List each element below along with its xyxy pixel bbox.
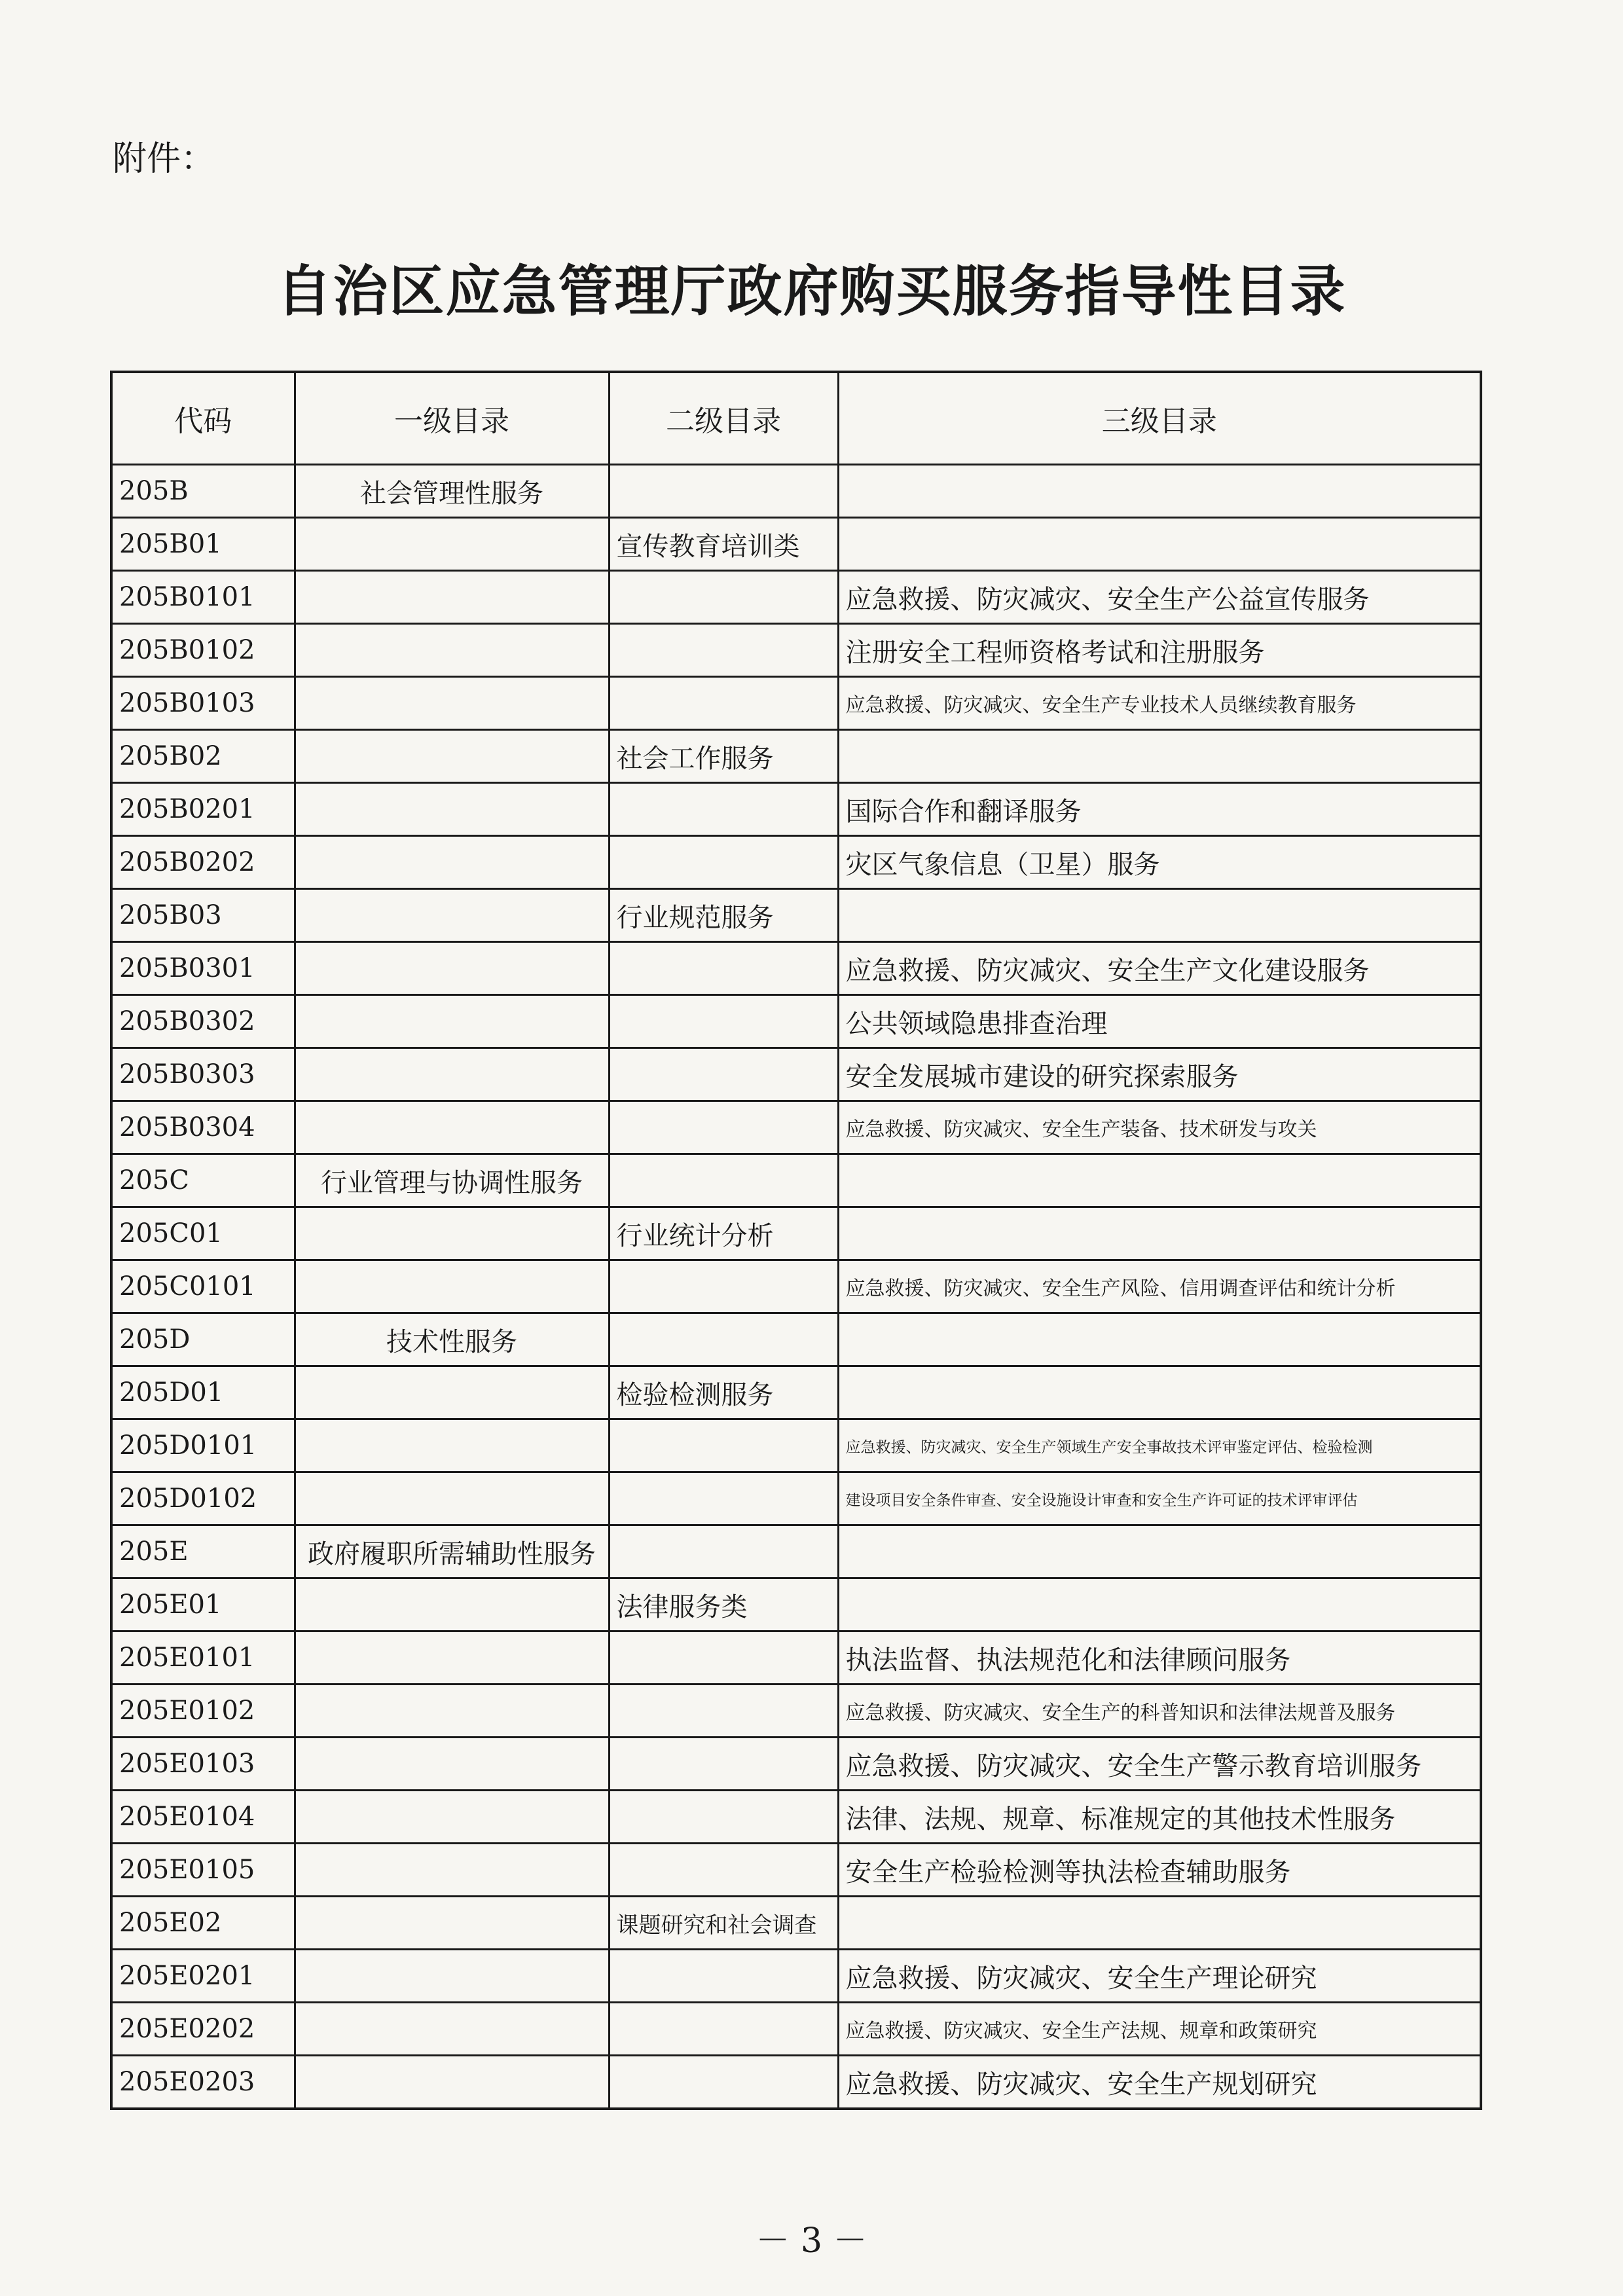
cell-level3: 注册安全工程师资格考试和注册服务	[838, 624, 1481, 677]
cell-code: 205E0202	[111, 2003, 295, 2056]
cell-level2	[609, 1950, 838, 2003]
cell-level1: 行业管理与协调性服务	[295, 1154, 609, 1207]
table-row	[111, 1207, 1481, 1260]
page-title: 自治区应急管理厅政府购买服务指导性目录	[276, 259, 1347, 323]
table-row	[111, 1472, 1481, 1525]
cell-level2: 行业规范服务	[609, 889, 838, 942]
table-row	[111, 1419, 1481, 1472]
cell-level1	[295, 1685, 609, 1738]
cell-level3: 应急救援、防灾减灾、安全生产规划研究	[838, 2056, 1481, 2109]
cell-level1	[295, 1791, 609, 1844]
cell-level2: 社会工作服务	[609, 730, 838, 783]
cell-code: 205E01	[111, 1578, 295, 1631]
cell-level2	[609, 677, 838, 730]
header-row	[111, 372, 1481, 465]
table-row	[111, 1260, 1481, 1313]
table-row	[111, 730, 1481, 783]
table-row	[111, 783, 1481, 836]
cell-level1	[295, 1101, 609, 1154]
cell-code: 205B0302	[111, 995, 295, 1048]
cell-level3	[838, 1207, 1481, 1260]
cell-code: 205B0103	[111, 677, 295, 730]
cell-level2	[609, 1313, 838, 1366]
cell-level3: 执法监督、执法规范化和法律顾问服务	[838, 1631, 1481, 1685]
table-body	[111, 465, 1481, 2109]
table-row	[111, 518, 1481, 571]
cell-level3: 应急救援、防灾减灾、安全生产警示教育培训服务	[838, 1738, 1481, 1791]
cell-level2	[609, 942, 838, 995]
cell-level1	[295, 1844, 609, 1897]
table-row	[111, 2056, 1481, 2109]
cell-level1	[295, 1897, 609, 1950]
cell-level3	[838, 1366, 1481, 1419]
cell-level1	[295, 1631, 609, 1685]
cell-level2	[609, 465, 838, 518]
table-row	[111, 1738, 1481, 1791]
cell-level3: 安全发展城市建设的研究探索服务	[838, 1048, 1481, 1101]
cell-level3: 应急救援、防灾减灾、安全生产装备、技术研发与攻关	[838, 1101, 1481, 1154]
cell-level1	[295, 1419, 609, 1472]
cell-level2: 课题研究和社会调查	[609, 1897, 838, 1950]
table-row	[111, 1791, 1481, 1844]
cell-code: 205B0303	[111, 1048, 295, 1101]
table-row	[111, 1844, 1481, 1897]
cell-level2	[609, 1154, 838, 1207]
cell-code: 205B03	[111, 889, 295, 942]
cell-level2	[609, 1101, 838, 1154]
table-row	[111, 1950, 1481, 2003]
cell-level3	[838, 730, 1481, 783]
table-row	[111, 1048, 1481, 1101]
table-row	[111, 624, 1481, 677]
cell-level1	[295, 1048, 609, 1101]
cell-level3	[838, 1578, 1481, 1631]
table-row	[111, 1313, 1481, 1366]
cell-level3: 安全生产检验检测等执法检查辅助服务	[838, 1844, 1481, 1897]
cell-code: 205E0104	[111, 1791, 295, 1844]
cell-code: 205B0201	[111, 783, 295, 836]
service-catalog-table	[110, 371, 1482, 2110]
cell-level3: 应急救援、防灾减灾、安全生产领域生产安全事故技术评审鉴定评估、检验检测	[838, 1419, 1481, 1472]
cell-level2: 法律服务类	[609, 1578, 838, 1631]
cell-level2	[609, 783, 838, 836]
cell-level1: 社会管理性服务	[295, 465, 609, 518]
cell-level2	[609, 1631, 838, 1685]
cell-level1	[295, 1578, 609, 1631]
cell-code: 205E02	[111, 1897, 295, 1950]
cell-level1	[295, 836, 609, 889]
table-row	[111, 1897, 1481, 1950]
cell-level2	[609, 1419, 838, 1472]
cell-level2	[609, 836, 838, 889]
table-row	[111, 836, 1481, 889]
cell-code: 205E	[111, 1525, 295, 1578]
cell-level1	[295, 889, 609, 942]
cell-level3: 公共领域隐患排查治理	[838, 995, 1481, 1048]
cell-level2: 宣传教育培训类	[609, 518, 838, 571]
table-row	[111, 571, 1481, 624]
cell-code: 205D01	[111, 1366, 295, 1419]
table-row	[111, 1154, 1481, 1207]
cell-code: 205D0101	[111, 1419, 295, 1472]
cell-level2	[609, 1472, 838, 1525]
cell-level2	[609, 1738, 838, 1791]
cell-level3: 应急救援、防灾减灾、安全生产法规、规章和政策研究	[838, 2003, 1481, 2056]
cell-level1	[295, 1207, 609, 1260]
cell-level3: 应急救援、防灾减灾、安全生产专业技术人员继续教育服务	[838, 677, 1481, 730]
attachment-label: 附件：	[113, 139, 215, 179]
header-level3: 三级目录	[838, 372, 1481, 465]
cell-code: 205E0201	[111, 1950, 295, 2003]
cell-level1	[295, 1950, 609, 2003]
cell-level2	[609, 2056, 838, 2109]
table-row	[111, 1685, 1481, 1738]
cell-level1: 技术性服务	[295, 1313, 609, 1366]
cell-level1	[295, 942, 609, 995]
table-row	[111, 677, 1481, 730]
table-row	[111, 1578, 1481, 1631]
cell-code: 205B0301	[111, 942, 295, 995]
cell-code: 205D	[111, 1313, 295, 1366]
table-row	[111, 1366, 1481, 1419]
cell-level3	[838, 1313, 1481, 1366]
cell-code: 205E0203	[111, 2056, 295, 2109]
cell-level2	[609, 571, 838, 624]
cell-level3	[838, 1154, 1481, 1207]
cell-level2	[609, 1525, 838, 1578]
cell-code: 205B01	[111, 518, 295, 571]
cell-code: 205C0101	[111, 1260, 295, 1313]
cell-level3: 应急救援、防灾减灾、安全生产文化建设服务	[838, 942, 1481, 995]
header-level2: 二级目录	[609, 372, 838, 465]
cell-code: 205E0105	[111, 1844, 295, 1897]
cell-level1	[295, 995, 609, 1048]
cell-level3	[838, 889, 1481, 942]
table-row	[111, 1631, 1481, 1685]
cell-level1	[295, 2003, 609, 2056]
cell-level2	[609, 1260, 838, 1313]
cell-code: 205C01	[111, 1207, 295, 1260]
cell-level1	[295, 1738, 609, 1791]
cell-level3: 应急救援、防灾减灾、安全生产风险、信用调查评估和统计分析	[838, 1260, 1481, 1313]
cell-level3: 国际合作和翻译服务	[838, 783, 1481, 836]
cell-code: 205E0103	[111, 1738, 295, 1791]
cell-level2	[609, 1844, 838, 1897]
page-number: － 3 －	[756, 2221, 867, 2261]
cell-level1	[295, 518, 609, 571]
table-row	[111, 1525, 1481, 1578]
cell-level1	[295, 1260, 609, 1313]
cell-level1	[295, 2056, 609, 2109]
cell-code: 205B0202	[111, 836, 295, 889]
cell-level1: 政府履职所需辅助性服务	[295, 1525, 609, 1578]
cell-level2: 行业统计分析	[609, 1207, 838, 1260]
cell-code: 205B0304	[111, 1101, 295, 1154]
cell-level3: 应急救援、防灾减灾、安全生产公益宣传服务	[838, 571, 1481, 624]
header-code: 代码	[111, 372, 295, 465]
cell-code: 205C	[111, 1154, 295, 1207]
cell-code: 205B0101	[111, 571, 295, 624]
cell-code: 205B0102	[111, 624, 295, 677]
cell-level3: 应急救援、防灾减灾、安全生产理论研究	[838, 1950, 1481, 2003]
cell-code: 205E0101	[111, 1631, 295, 1685]
cell-level2	[609, 1791, 838, 1844]
table-row	[111, 465, 1481, 518]
cell-level3: 灾区气象信息（卫星）服务	[838, 836, 1481, 889]
cell-level2	[609, 1048, 838, 1101]
cell-level3: 应急救援、防灾减灾、安全生产的科普知识和法律法规普及服务	[838, 1685, 1481, 1738]
cell-level2	[609, 624, 838, 677]
cell-level1	[295, 730, 609, 783]
table-header	[111, 372, 1481, 465]
cell-level2	[609, 1685, 838, 1738]
cell-level1	[295, 1366, 609, 1419]
cell-level3	[838, 1897, 1481, 1950]
cell-level3	[838, 465, 1481, 518]
table-row	[111, 889, 1481, 942]
cell-code: 205B02	[111, 730, 295, 783]
cell-level2	[609, 2003, 838, 2056]
cell-level3	[838, 1525, 1481, 1578]
cell-level3: 法律、法规、规章、标准规定的其他技术性服务	[838, 1791, 1481, 1844]
cell-code: 205B	[111, 465, 295, 518]
cell-level1	[295, 677, 609, 730]
cell-level1	[295, 1472, 609, 1525]
cell-level2	[609, 995, 838, 1048]
table-row	[111, 942, 1481, 995]
table-row	[111, 995, 1481, 1048]
table-row	[111, 1101, 1481, 1154]
cell-level3	[838, 518, 1481, 571]
cell-code: 205D0102	[111, 1472, 295, 1525]
table-row	[111, 2003, 1481, 2056]
header-level1: 一级目录	[295, 372, 609, 465]
cell-level1	[295, 783, 609, 836]
cell-level1	[295, 624, 609, 677]
cell-level1	[295, 571, 609, 624]
cell-code: 205E0102	[111, 1685, 295, 1738]
cell-level3: 建设项目安全条件审查、安全设施设计审查和安全生产许可证的技术评审评估	[838, 1472, 1481, 1525]
cell-level2: 检验检测服务	[609, 1366, 838, 1419]
